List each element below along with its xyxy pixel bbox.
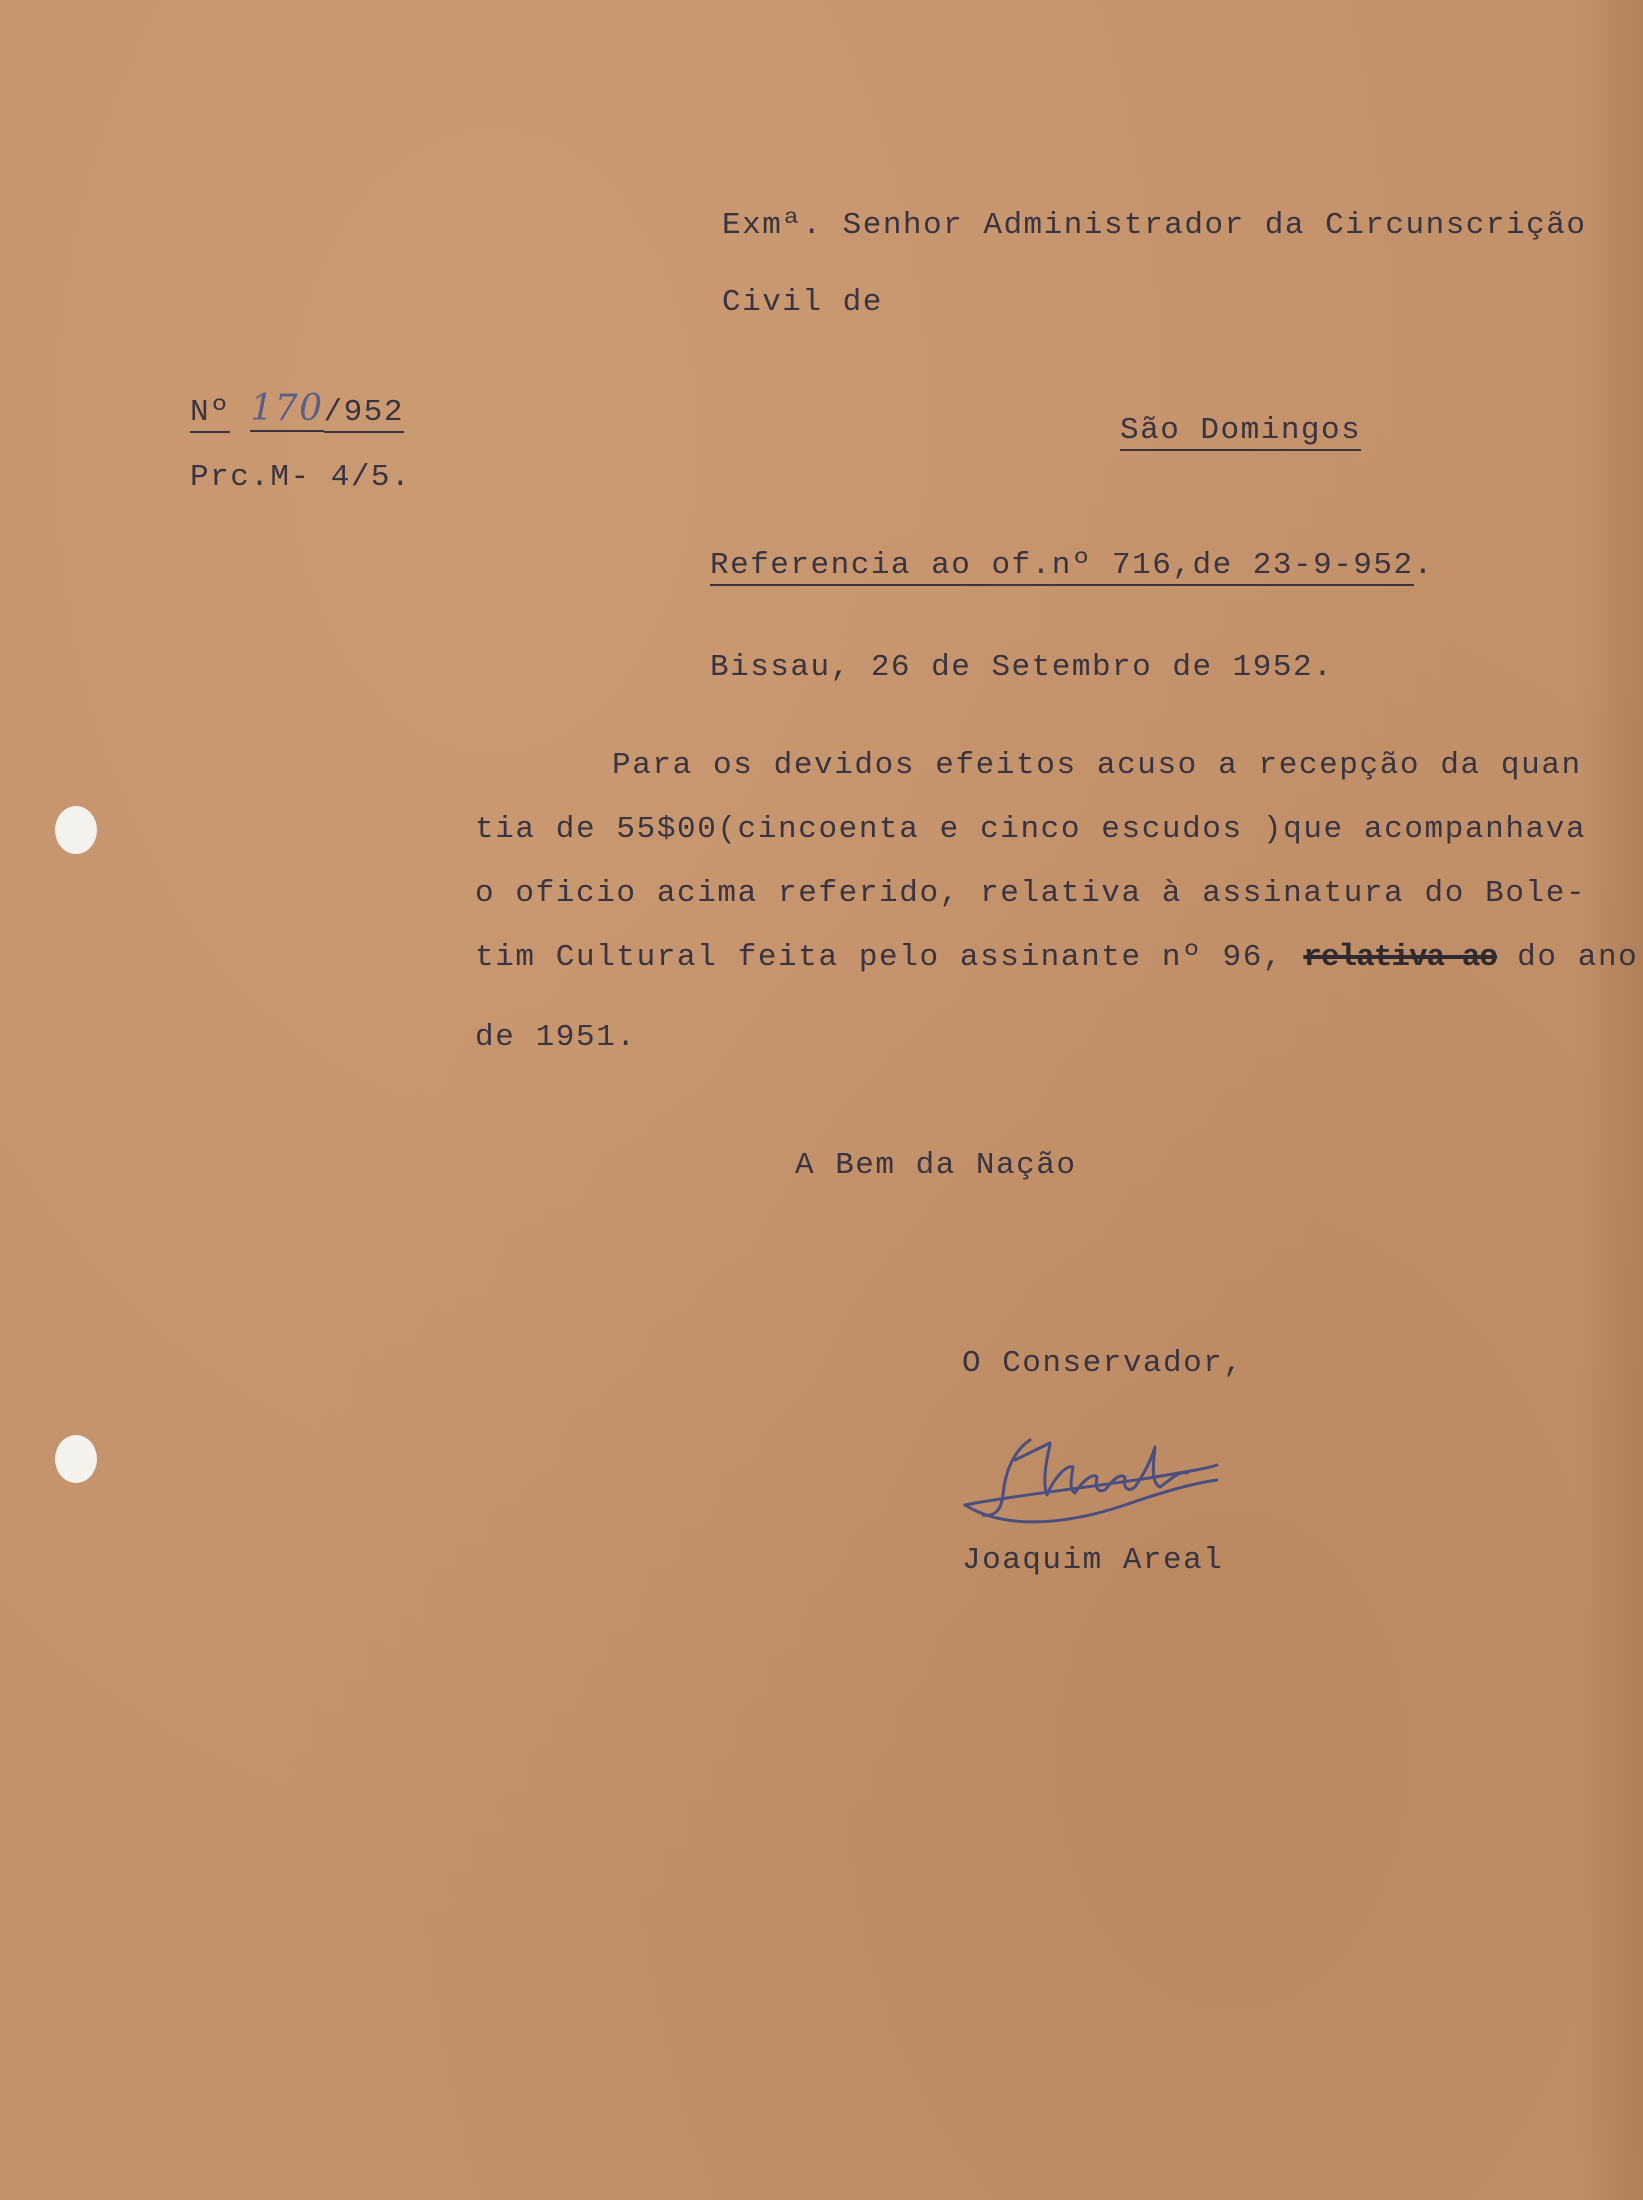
signoff-role: O Conservador, bbox=[962, 1346, 1244, 1381]
struck-out-text: relativa ao bbox=[1303, 940, 1497, 975]
address-line-1: Exmª. Senhor Administrador da Circunscrição bbox=[722, 208, 1587, 243]
body-line-2: tia de 55$00(cincoenta e cinco escudos )que acompanhava bbox=[475, 812, 1587, 847]
body-line-4 bbox=[475, 940, 1638, 975]
reference-line: Referencia ao of.nº 716,de 23-9-952. bbox=[710, 548, 1434, 583]
address-place: São Domingos bbox=[1120, 413, 1361, 451]
body-line-4-end: do ano bbox=[1517, 940, 1639, 975]
punch-hole-bottom bbox=[55, 1435, 97, 1483]
closing-salutation: A Bem da Nação bbox=[795, 1148, 1077, 1183]
number-handwritten: 170 bbox=[250, 388, 323, 432]
date-line: Bissau, 26 de Setembro de 1952. bbox=[710, 650, 1334, 685]
process-number: Prc.M- 4/5. bbox=[190, 460, 412, 495]
body-line-1: Para os devidos efeitos acuso a recepção da quan bbox=[612, 748, 1582, 783]
punch-hole-top bbox=[55, 806, 97, 854]
body-line-5: de 1951. bbox=[475, 1020, 637, 1055]
reference-text: Referencia ao of.nº 716,de 23-9-952 bbox=[710, 548, 1414, 586]
body-line-3: o oficio acima referido, relativa à assinatura do Bole- bbox=[475, 876, 1587, 911]
body-line-4-text: tim Cultural feita pelo assinante nº 96, bbox=[475, 940, 1284, 975]
signatory-name: Joaquim Areal bbox=[962, 1543, 1224, 1578]
number-suffix: /952 bbox=[324, 395, 404, 433]
number-prefix: Nº bbox=[190, 395, 230, 433]
document-number bbox=[190, 388, 404, 430]
address-line-2: Civil de bbox=[722, 285, 883, 320]
handwritten-signature bbox=[955, 1425, 1225, 1545]
